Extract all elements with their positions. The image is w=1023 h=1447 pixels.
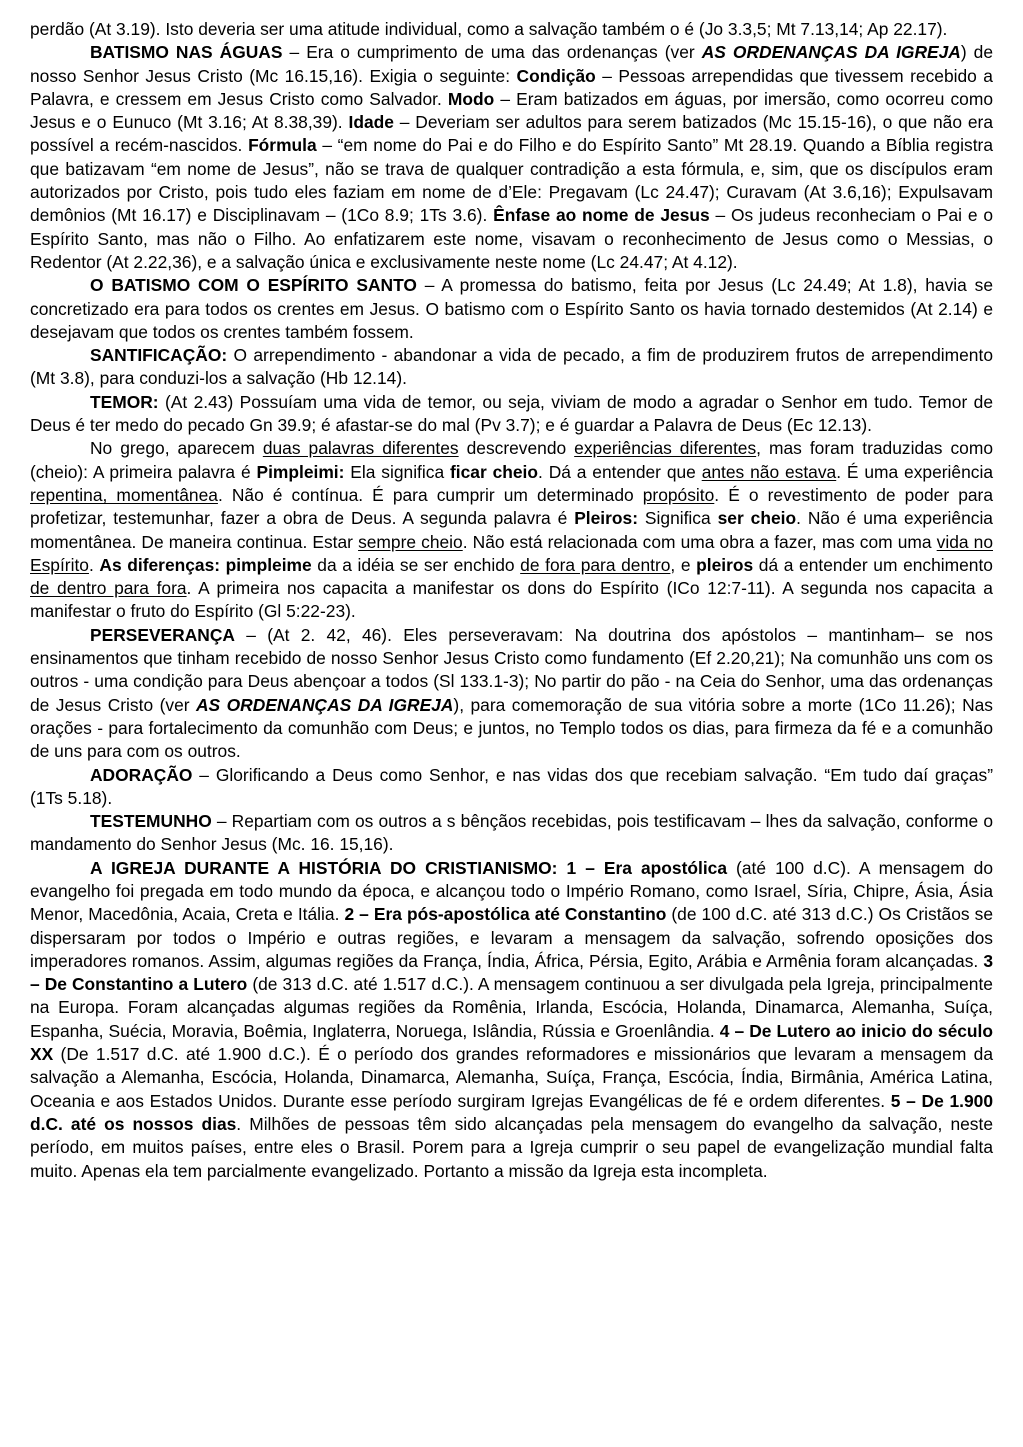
paragraph-text: – Repartiam com os outros a s bênçãos recebidas, pois testificavam – lhes da salvação, conforme o mandamento do Senhor Jesus (Mc. 16. 15,16). — [30, 811, 993, 855]
keyword-modo: Modo — [447, 88, 495, 109]
paragraph-text: (At 2.43) Possuíam uma vida de temor, ou seja, viviam de modo a agradar o Senhor em tudo. Temor de Deus é ter medo do pecado Gn 39.9; é afastar-se do mal (Pv 3.7); e é guardar a Palavra de Deus (Ec 12.13). — [30, 391, 993, 436]
cross-reference-ordenancas: AS ORDENANÇAS DA IGREJA — [701, 42, 961, 63]
paragraph-text: . Dá a entender que — [538, 461, 702, 482]
paragraph-testemunho — [30, 810, 993, 857]
section-heading-igreja-historia: A IGREJA DURANTE A HISTÓRIA DO CRISTIANISMO: 1 – Era apostólica — [90, 857, 728, 878]
underlined-phrase: de dentro para fora — [30, 578, 187, 599]
keyword-pleiros-2: pleiros — [696, 554, 754, 575]
paragraph-batismo-espirito-santo — [30, 274, 993, 344]
paragraph-text: . — [88, 554, 100, 575]
paragraph-text: (de 100 d.C. até 313 d.C.) Os Cristãos se dispersaram por todos o Império e outras regiões, e levaram a mensagem da salvação, sofrendo oposições dos imperadores romanos. Assim, algumas regiões da França, Índia, África, Pérsia, Egito, Arábia e Armênia foram alcançadas. — [30, 904, 994, 971]
keyword-condicao: Condição — [516, 65, 596, 86]
paragraph-text: – Era o cumprimento de uma das ordenanças (ver — [282, 42, 702, 63]
paragraph-text: – “em nome do Pai e do Filho e do Espírito Santo” Mt 28.19. Quando a Bíblia registra que batizavam “em nome de Jesus”, não se trava de qualquer contradição a esta fórmula, e, sim, que os discípulos eram autorizados por Cristo, pois tudo eles faziam em nome de d’Ele: Pregavam (Lc 24.47); Curavam (At 3.6,16); Expulsavam demônios (Mt 16.17) e Disciplinavam – (1Co 8.9; 1Ts 3.6). — [30, 135, 993, 226]
paragraph-text: ), para comemoração de sua vitória sobre a morte (1Co 11.26); Nas orações - para fortalecimento da comunhão com Deus; e juntos, no Templo todos os dias, para firmeza da fé e a comunhão de uns para com os outros. — [30, 694, 994, 762]
paragraph-text: – Pessoas arrependidas que tivessem recebido a Palavra, e cressem em Jesus Cristo como Salvador. — [30, 65, 993, 109]
paragraph-text: , mas foram traduzidas como (cheio): A primeira palavra é — [30, 438, 994, 482]
keyword-ficar-cheio: ficar cheio — [449, 461, 538, 482]
paragraph-text: (até 100 d.C). A mensagem do evangelho foi pregada em todo mundo da época, e alcançou todo o Império Romano, como Israel, Síria, Chipre, Ásia, Ásia Menor, Macedônia, Acaia, Creta e Itália. — [30, 857, 993, 925]
paragraph-text: . É uma experiência — [836, 461, 993, 482]
paragraph-temor — [30, 391, 993, 438]
paragraph-perseveranca — [30, 624, 993, 764]
paragraph-text: . Não é uma experiência momentânea. De maneira continua. Estar — [30, 508, 993, 552]
paragraph-igreja-historia — [30, 857, 993, 1183]
section-heading-batismo-espirito: O BATISMO COM O ESPÍRITO SANTO — [90, 275, 417, 296]
paragraph-batismo-nas-aguas — [30, 41, 993, 274]
paragraph-text: – Eram batizados em águas, por imersão, como ocorreu como Jesus e o Eunuco (Mt 3.16; At 8.38,39). — [30, 88, 993, 133]
underlined-phrase: antes não estava — [701, 461, 837, 482]
paragraph-text: Significa — [638, 508, 718, 529]
underlined-phrase: experiências diferentes — [574, 438, 757, 459]
section-heading-batismo-nas-aguas: BATISMO NAS ÁGUAS — [90, 42, 283, 63]
keyword-ser-cheio: ser cheio — [717, 508, 797, 529]
underlined-phrase: propósito — [642, 484, 715, 505]
paragraph-text: No grego, aparecem — [90, 438, 263, 459]
paragraph-text: (de 313 d.C. até 1.517 d.C.). A mensagem continuou a ser divulgada pela Igreja, principalmente na Europa. Foram alcançadas algumas regiões da Romênia, Irlanda, Escócia, Holanda, Dinamarca, Alemanha, Suíça, Espanha, Suécia, Moravia, Boêmia, Inglaterra, Noruega, Islândia, Rússia e Groenlândia. — [30, 974, 993, 1041]
underlined-phrase: sempre cheio — [358, 531, 463, 552]
keyword-1900-nossos-dias: 5 – De 1.900 d.C. até os nossos dias — [30, 1090, 994, 1134]
paragraph-santificacao — [30, 344, 993, 391]
paragraph-text: . A primeira nos capacita a manifestar os dons do Espírito (ICo 12:7-11). A segunda nos capacita a manifestar o fruto do Espírito (Gl 5:22-23). — [30, 578, 993, 622]
keyword-idade: Idade — [348, 112, 394, 133]
keyword-pleiros: Pleiros: — [574, 508, 638, 529]
paragraph-text: (De 1.517 d.C. até 1.900 d.C.). É o período dos grandes reformadores e missionários que levaram a mensagem da salvação a Alemanha, Escócia, Holanda, Dinamarca, Alemanha, Suíça, França, Escócia, Índia, Birmânia, América Latina, Oceania e aos Estados Unidos. Durante esse período surgiram Igrejas Evangélicas de fé e ordem diferentes. — [30, 1044, 993, 1111]
paragraph-text: O arrependimento - abandonar a vida de pecado, a fim de produzirem frutos de arrependimento (Mt 3.8), para conduzi-los a salvação (Hb 12.14). — [30, 345, 993, 389]
paragraph-text: . Milhões de pessoas têm sido alcançadas pela mensagem do evangelho da salvação, neste período, em muitos países, entre eles o Brasil. Porem para a Igreja cumprir o seu papel de evangelização mundial falta muito. Apenas ela tem parcialmente evangelizado. Portanto a missão da Igreja esta incompleta. — [30, 1113, 993, 1181]
keyword-formula: Fórmula — [248, 135, 317, 156]
keyword-pimpleimi: Pimpleimi: — [256, 461, 345, 482]
cross-reference-ordenancas: AS ORDENANÇAS DA IGREJA — [196, 694, 454, 715]
paragraph-text: – Deveriam ser adultos para serem batizados (Mc 15.15-16), o que não era possível a recém-nascidos. — [30, 112, 993, 156]
keyword-as-diferencas: As diferenças: pimpleime — [99, 554, 312, 575]
underlined-phrase: vida no Espírito — [30, 531, 993, 575]
underlined-phrase: duas palavras diferentes — [262, 438, 459, 459]
keyword-lutero-seculo-xx: 4 – De Lutero ao inicio do século XX — [30, 1020, 993, 1065]
paragraph-text: . Não é contínua. É para cumprir um determinado — [217, 484, 643, 505]
paragraph-text: . Não está relacionada com uma obra a fazer, mas com uma — [462, 531, 937, 552]
section-heading-temor: TEMOR: — [90, 391, 159, 412]
paragraph-perdao — [30, 18, 993, 41]
paragraph-text: – Os judeus reconheciam o Pai e o Espírito Santo, mas não o Filho. Ao enfatizarem este nome, visavam o reconhecimento de Jesus como o Messias, o Redentor (At 2.22,36), e a salvação única e exclusivamente neste nome (Lc 24.47; At 4.12). — [30, 205, 994, 272]
paragraph-text: da a idéia se ser enchido — [311, 554, 521, 575]
paragraph-text: descrevendo — [458, 438, 575, 459]
section-heading-santificacao: SANTIFICAÇÃO: — [90, 345, 228, 366]
keyword-enfase-nome-jesus: Ênfase ao nome de Jesus — [493, 205, 710, 226]
paragraph-grego — [30, 437, 993, 623]
paragraph-text: . É o revestimento de poder para profetizar, testemunhar, fazer a obra de Deus. A segunda palavra é — [30, 484, 994, 529]
paragraph-text: perdão (At 3.19). Isto deveria ser uma atitude individual, como a salvação também o é (Jo 3.3,5; Mt 7.13,14; Ap 22.17). — [30, 19, 948, 39]
paragraph-text: dá a entender um enchimento — [753, 554, 993, 575]
section-heading-adoracao: ADORAÇÃO — [90, 764, 193, 785]
paragraph-text: Ela significa — [344, 461, 450, 482]
paragraph-text: , e — [670, 554, 697, 575]
keyword-era-pos-apostolica: 2 – Era pós-apostólica até Constantino — [344, 904, 667, 925]
paragraph-text: – (At 2. 42, 46). Eles perseveravam: Na doutrina dos apóstolos – mantinham– se nos ensinamentos que tinham recebido de nosso Senhor Jesus Cristo como fundamento (Ef 2.20,21); Na comunhão uns com os outros - uma condição para Deus abençoar a todos (Sl 133.1-3); No partir do pão - na Ceia do Senhor, uma das ordenanças de Jesus Cristo (ver — [30, 624, 993, 715]
paragraph-text: ) de nosso Senhor Jesus Cristo (Mc 16.15,16). Exigia o seguinte: — [30, 42, 994, 86]
section-heading-testemunho: TESTEMUNHO — [90, 811, 212, 832]
underlined-phrase: de fora para dentro — [520, 554, 671, 575]
paragraph-adoracao — [30, 764, 993, 811]
keyword-constantino-lutero: 3 – De Constantino a Lutero — [30, 950, 993, 995]
underlined-phrase: repentina, momentânea — [30, 484, 218, 505]
paragraph-text: – A promessa do batismo, feita por Jesus (Lc 24.49; At 1.8), havia se concretizado era para todos os crentes em Jesus. O batismo com o Espírito Santo os havia tornado destemidos (At 2.14) e desejavam que todos os crentes também fossem. — [30, 275, 994, 342]
section-heading-perseveranca: PERSEVERANÇA — [90, 624, 235, 645]
paragraph-text: – Glorificando a Deus como Senhor, e nas vidas dos que recebiam salvação. “Em tudo daí graças” (1Ts 5.18). — [30, 764, 993, 808]
